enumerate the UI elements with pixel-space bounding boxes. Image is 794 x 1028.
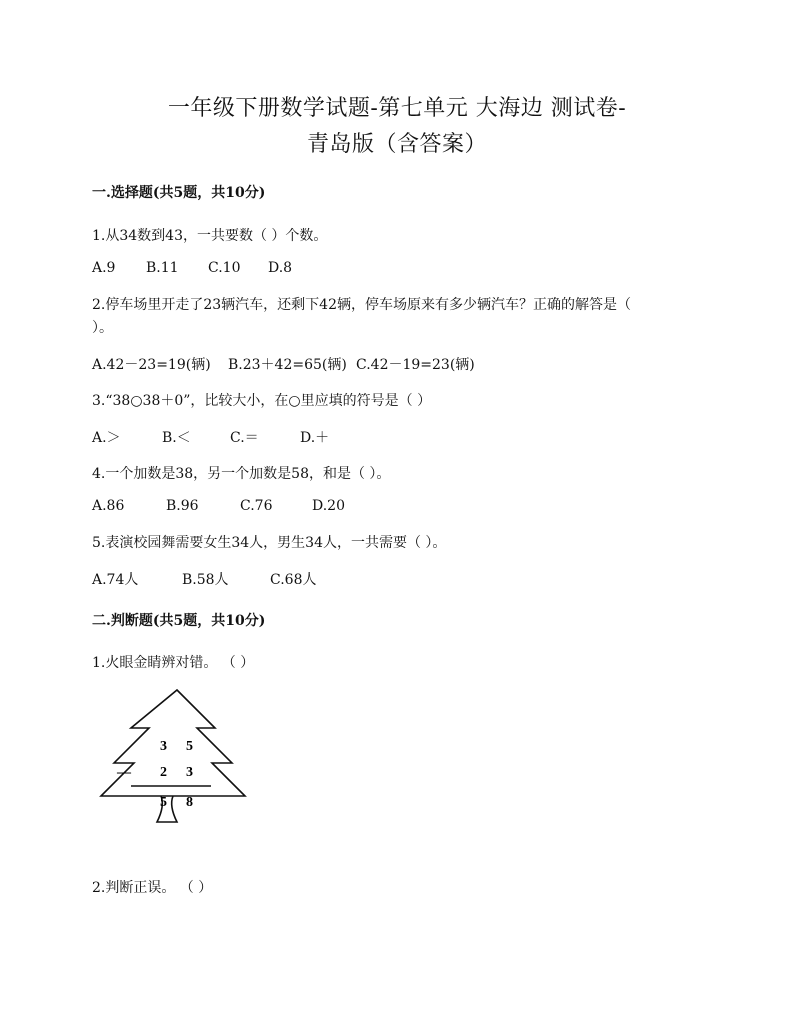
option: B.23＋42=65(辆): [228, 357, 347, 373]
tree-subtraction-figure: [95, 688, 255, 840]
judge-question-2: 2.判断正误。 （ ）: [92, 880, 213, 896]
question-3: 3.“38○38＋0”，比较大小，在○里应填的符号是（ ）: [92, 393, 432, 409]
option: D.8: [268, 260, 293, 276]
option: C.76: [240, 498, 273, 514]
tree-digit: 2: [160, 765, 167, 780]
tree-digit: 5: [186, 739, 193, 754]
section-heading-judge: 二.判断题(共5题，共10分): [92, 613, 266, 629]
question-5-options: [92, 569, 316, 589]
option: A.42－23=19(辆): [92, 357, 211, 373]
option: C.68人: [270, 572, 317, 588]
judge-question-1: 1.火眼金睛辨对错。 （ ）: [92, 655, 255, 671]
option: B.58人: [182, 572, 229, 588]
document-title-line2: 青岛版（含答案）: [306, 132, 487, 157]
question-1-options: [92, 260, 292, 276]
tree-digit: 3: [186, 765, 193, 780]
option: A.86: [92, 498, 125, 514]
tree-digit: 5: [160, 795, 167, 810]
tree-digit: 3: [160, 739, 167, 754]
minus-sign: —: [117, 765, 131, 780]
question-4-options: [92, 498, 345, 514]
question-2-line1: 2.停车场里开走了23辆汽车，还剩下42辆，停车场原来有多少辆汽车？正确的解答是（: [92, 297, 631, 313]
option: A.74人: [92, 572, 139, 588]
option: D.＋: [300, 430, 330, 446]
option: C.10: [208, 260, 241, 276]
question-3-options: [92, 427, 329, 447]
tree-outline: [101, 690, 245, 822]
option: A.＞: [92, 430, 121, 446]
question-1: 1.从34数到43，一共要数（ ）个数。: [92, 228, 328, 244]
question-5: 5.表演校园舞需要女生34人，男生34人，一共需要（ ）。: [92, 535, 447, 551]
section-heading-choice: 一.选择题(共5题，共10分): [92, 185, 266, 201]
question-2-line2: ）。: [92, 320, 113, 336]
tree-digit: 8: [186, 795, 193, 810]
option: C.＝: [230, 430, 259, 446]
document-title-line1: 一年级下册数学试题-第七单元 大海边 测试卷-: [167, 96, 627, 121]
option: C.42－19=23(辆): [356, 357, 475, 373]
question-2-options: [92, 354, 475, 374]
option: D.20: [312, 498, 345, 514]
option: B.96: [166, 498, 199, 514]
option: B.11: [146, 260, 179, 276]
question-4: 4.一个加数是38，另一个加数是58，和是（ ）。: [92, 466, 391, 482]
option: A.9: [92, 260, 116, 276]
option: B.＜: [162, 430, 191, 446]
